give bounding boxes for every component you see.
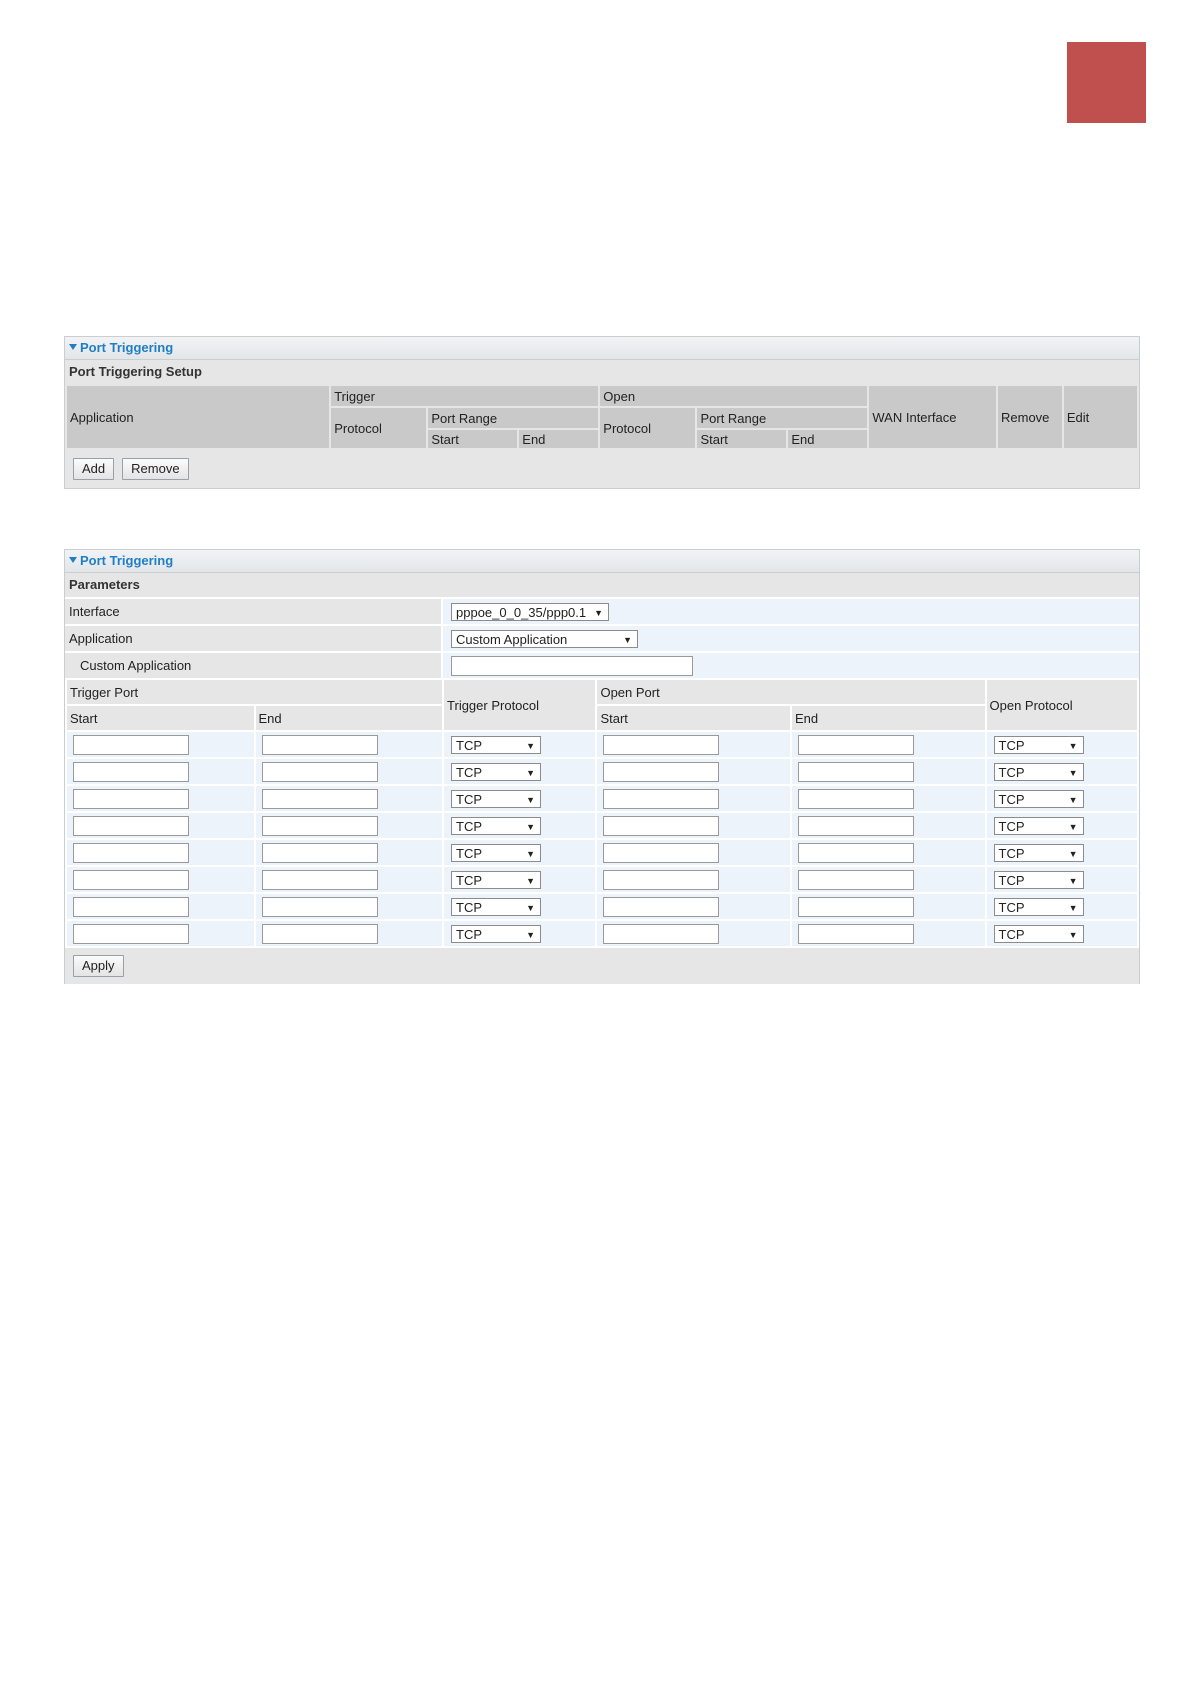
col-application: Application [67,386,329,448]
trigger-protocol-select[interactable] [451,763,541,781]
open-port-header: Open Port [597,680,984,704]
trigger-start-input[interactable] [73,789,189,809]
open-protocol-select-value: TCP [998,791,1025,807]
port-rule-row [67,813,1137,838]
trigger-end-input[interactable] [262,897,378,917]
dropdown-arrow-icon: ▼ [526,794,536,805]
trigger-protocol-select-value: TCP [456,926,483,942]
open-protocol-select-value: TCP [998,845,1025,861]
trigger-start-input[interactable] [73,735,189,755]
dropdown-arrow-icon: ▼ [1068,821,1078,832]
trigger-port-header: Trigger Port [67,680,442,704]
corner-block [1067,42,1146,123]
dropdown-arrow-icon: ▼ [1068,902,1078,913]
trigger-end-input[interactable] [262,735,378,755]
port-triggering-edit-panel [64,549,1140,984]
custom-application-label: Custom Application [65,653,441,678]
apply-footer [65,948,1139,984]
trigger-start-header: Start [67,706,254,730]
col-open-protocol: Protocol [600,408,695,448]
open-protocol-select[interactable] [994,871,1084,889]
trigger-protocol-header: Trigger Protocol [444,680,595,730]
panel-title[interactable] [65,337,1139,360]
port-rule-row [67,759,1137,784]
dropdown-arrow-icon: ▼ [526,902,536,913]
trigger-protocol-select[interactable] [451,898,541,916]
interface-select-value: pppoe_0_0_35/ppp0.1 [456,604,587,620]
open-end-header: End [792,706,985,730]
port-rule-row [67,867,1137,892]
col-trigger: Trigger [331,386,598,406]
application-select-value: Custom Application [456,631,568,647]
open-start-input[interactable] [603,870,719,890]
open-protocol-select-value: TCP [998,818,1025,834]
section-header: Parameters [65,573,1139,597]
open-protocol-select[interactable] [994,763,1084,781]
remove-button[interactable]: Remove [122,458,188,480]
open-start-input[interactable] [603,762,719,782]
open-protocol-select[interactable] [994,844,1084,862]
dropdown-arrow-icon: ▼ [526,875,536,886]
dropdown-arrow-icon: ▼ [1068,794,1078,805]
open-end-input[interactable] [798,924,914,944]
open-start-input[interactable] [603,735,719,755]
open-protocol-header: Open Protocol [987,680,1137,730]
port-rule-row [67,921,1137,946]
col-trigger-end: End [519,430,598,448]
trigger-protocol-select[interactable] [451,871,541,889]
trigger-protocol-select-value: TCP [456,899,483,915]
interface-label: Interface [65,599,441,624]
custom-application-row [65,653,1139,678]
col-open-port-range: Port Range [697,408,867,428]
port-rule-row [67,840,1137,865]
open-end-input[interactable] [798,735,914,755]
port-rules-grid [65,678,1139,948]
open-protocol-select-value: TCP [998,926,1025,942]
application-label: Application [65,626,441,651]
application-row [65,626,1139,651]
trigger-protocol-select[interactable] [451,736,541,754]
open-protocol-select-value: TCP [998,737,1025,753]
open-protocol-select[interactable] [994,790,1084,808]
open-start-input[interactable] [603,843,719,863]
open-end-input[interactable] [798,897,914,917]
panel-title-label: Port Triggering [80,553,174,568]
trigger-end-input[interactable] [262,816,378,836]
open-start-input[interactable] [603,924,719,944]
trigger-end-input[interactable] [262,870,378,890]
custom-application-input[interactable] [451,656,693,676]
application-select[interactable] [451,630,638,648]
open-protocol-select[interactable] [994,898,1084,916]
trigger-protocol-select-value: TCP [456,845,483,861]
collapse-triangle-icon[interactable] [69,557,77,563]
trigger-start-input[interactable] [73,762,189,782]
col-trigger-start: Start [428,430,517,448]
col-trigger-port-range: Port Range [428,408,598,428]
interface-row [65,599,1139,624]
col-open: Open [600,386,867,406]
trigger-protocol-select[interactable] [451,925,541,943]
trigger-end-input[interactable] [262,843,378,863]
trigger-end-input[interactable] [262,924,378,944]
open-protocol-select-value: TCP [998,872,1025,888]
collapse-triangle-icon[interactable] [69,344,77,350]
col-trigger-protocol: Protocol [331,408,426,448]
open-start-input[interactable] [603,789,719,809]
open-end-input[interactable] [798,816,914,836]
dropdown-arrow-icon: ▼ [1068,929,1078,940]
trigger-protocol-select[interactable] [451,790,541,808]
trigger-protocol-select-value: TCP [456,764,483,780]
col-open-start: Start [697,430,786,448]
trigger-protocol-select-value: TCP [456,872,483,888]
port-rule-row [67,894,1137,919]
open-start-header: Start [597,706,790,730]
open-protocol-select[interactable] [994,736,1084,754]
dropdown-arrow-icon: ▼ [623,634,632,645]
col-edit: Edit [1064,386,1137,448]
dropdown-arrow-icon: ▼ [526,929,536,940]
dropdown-arrow-icon: ▼ [526,767,536,778]
open-protocol-select-value: TCP [998,764,1025,780]
section-header: Port Triggering Setup [65,360,1139,384]
trigger-start-input[interactable] [73,870,189,890]
panel-title-label: Port Triggering [80,340,174,355]
dropdown-arrow-icon: ▼ [1068,740,1078,751]
open-end-input[interactable] [798,870,914,890]
trigger-protocol-select-value: TCP [456,791,483,807]
port-rule-row [67,732,1137,757]
trigger-start-input[interactable] [73,924,189,944]
open-protocol-select[interactable] [994,817,1084,835]
trigger-start-input[interactable] [73,843,189,863]
port-triggering-list-panel [64,336,1140,489]
open-end-input[interactable] [798,762,914,782]
trigger-protocol-select-value: TCP [456,818,483,834]
port-rule-row [67,786,1137,811]
interface-select[interactable] [451,603,609,621]
open-end-input[interactable] [798,843,914,863]
open-start-input[interactable] [603,816,719,836]
open-protocol-select-value: TCP [998,899,1025,915]
apply-button[interactable]: Apply [73,955,124,977]
trigger-end-input[interactable] [262,789,378,809]
open-end-input[interactable] [798,789,914,809]
dropdown-arrow-icon: ▼ [526,821,536,832]
trigger-protocol-select[interactable] [451,817,541,835]
rules-table [65,384,1139,450]
panel-title[interactable] [65,550,1139,573]
dropdown-arrow-icon: ▼ [1068,875,1078,886]
col-remove: Remove [998,386,1062,448]
dropdown-arrow-icon: ▼ [1068,848,1078,859]
open-start-input[interactable] [603,897,719,917]
col-open-end: End [788,430,867,448]
trigger-protocol-select[interactable] [451,844,541,862]
dropdown-arrow-icon: ▼ [1068,767,1078,778]
trigger-end-input[interactable] [262,762,378,782]
dropdown-arrow-icon: ▼ [594,607,603,618]
dropdown-arrow-icon: ▼ [526,740,536,751]
trigger-start-input[interactable] [73,897,189,917]
trigger-start-input[interactable] [73,816,189,836]
trigger-protocol-select-value: TCP [456,737,483,753]
col-wan-interface: WAN Interface [869,386,996,448]
add-button[interactable]: Add [73,458,114,480]
trigger-end-header: End [256,706,443,730]
dropdown-arrow-icon: ▼ [526,848,536,859]
open-protocol-select[interactable] [994,925,1084,943]
